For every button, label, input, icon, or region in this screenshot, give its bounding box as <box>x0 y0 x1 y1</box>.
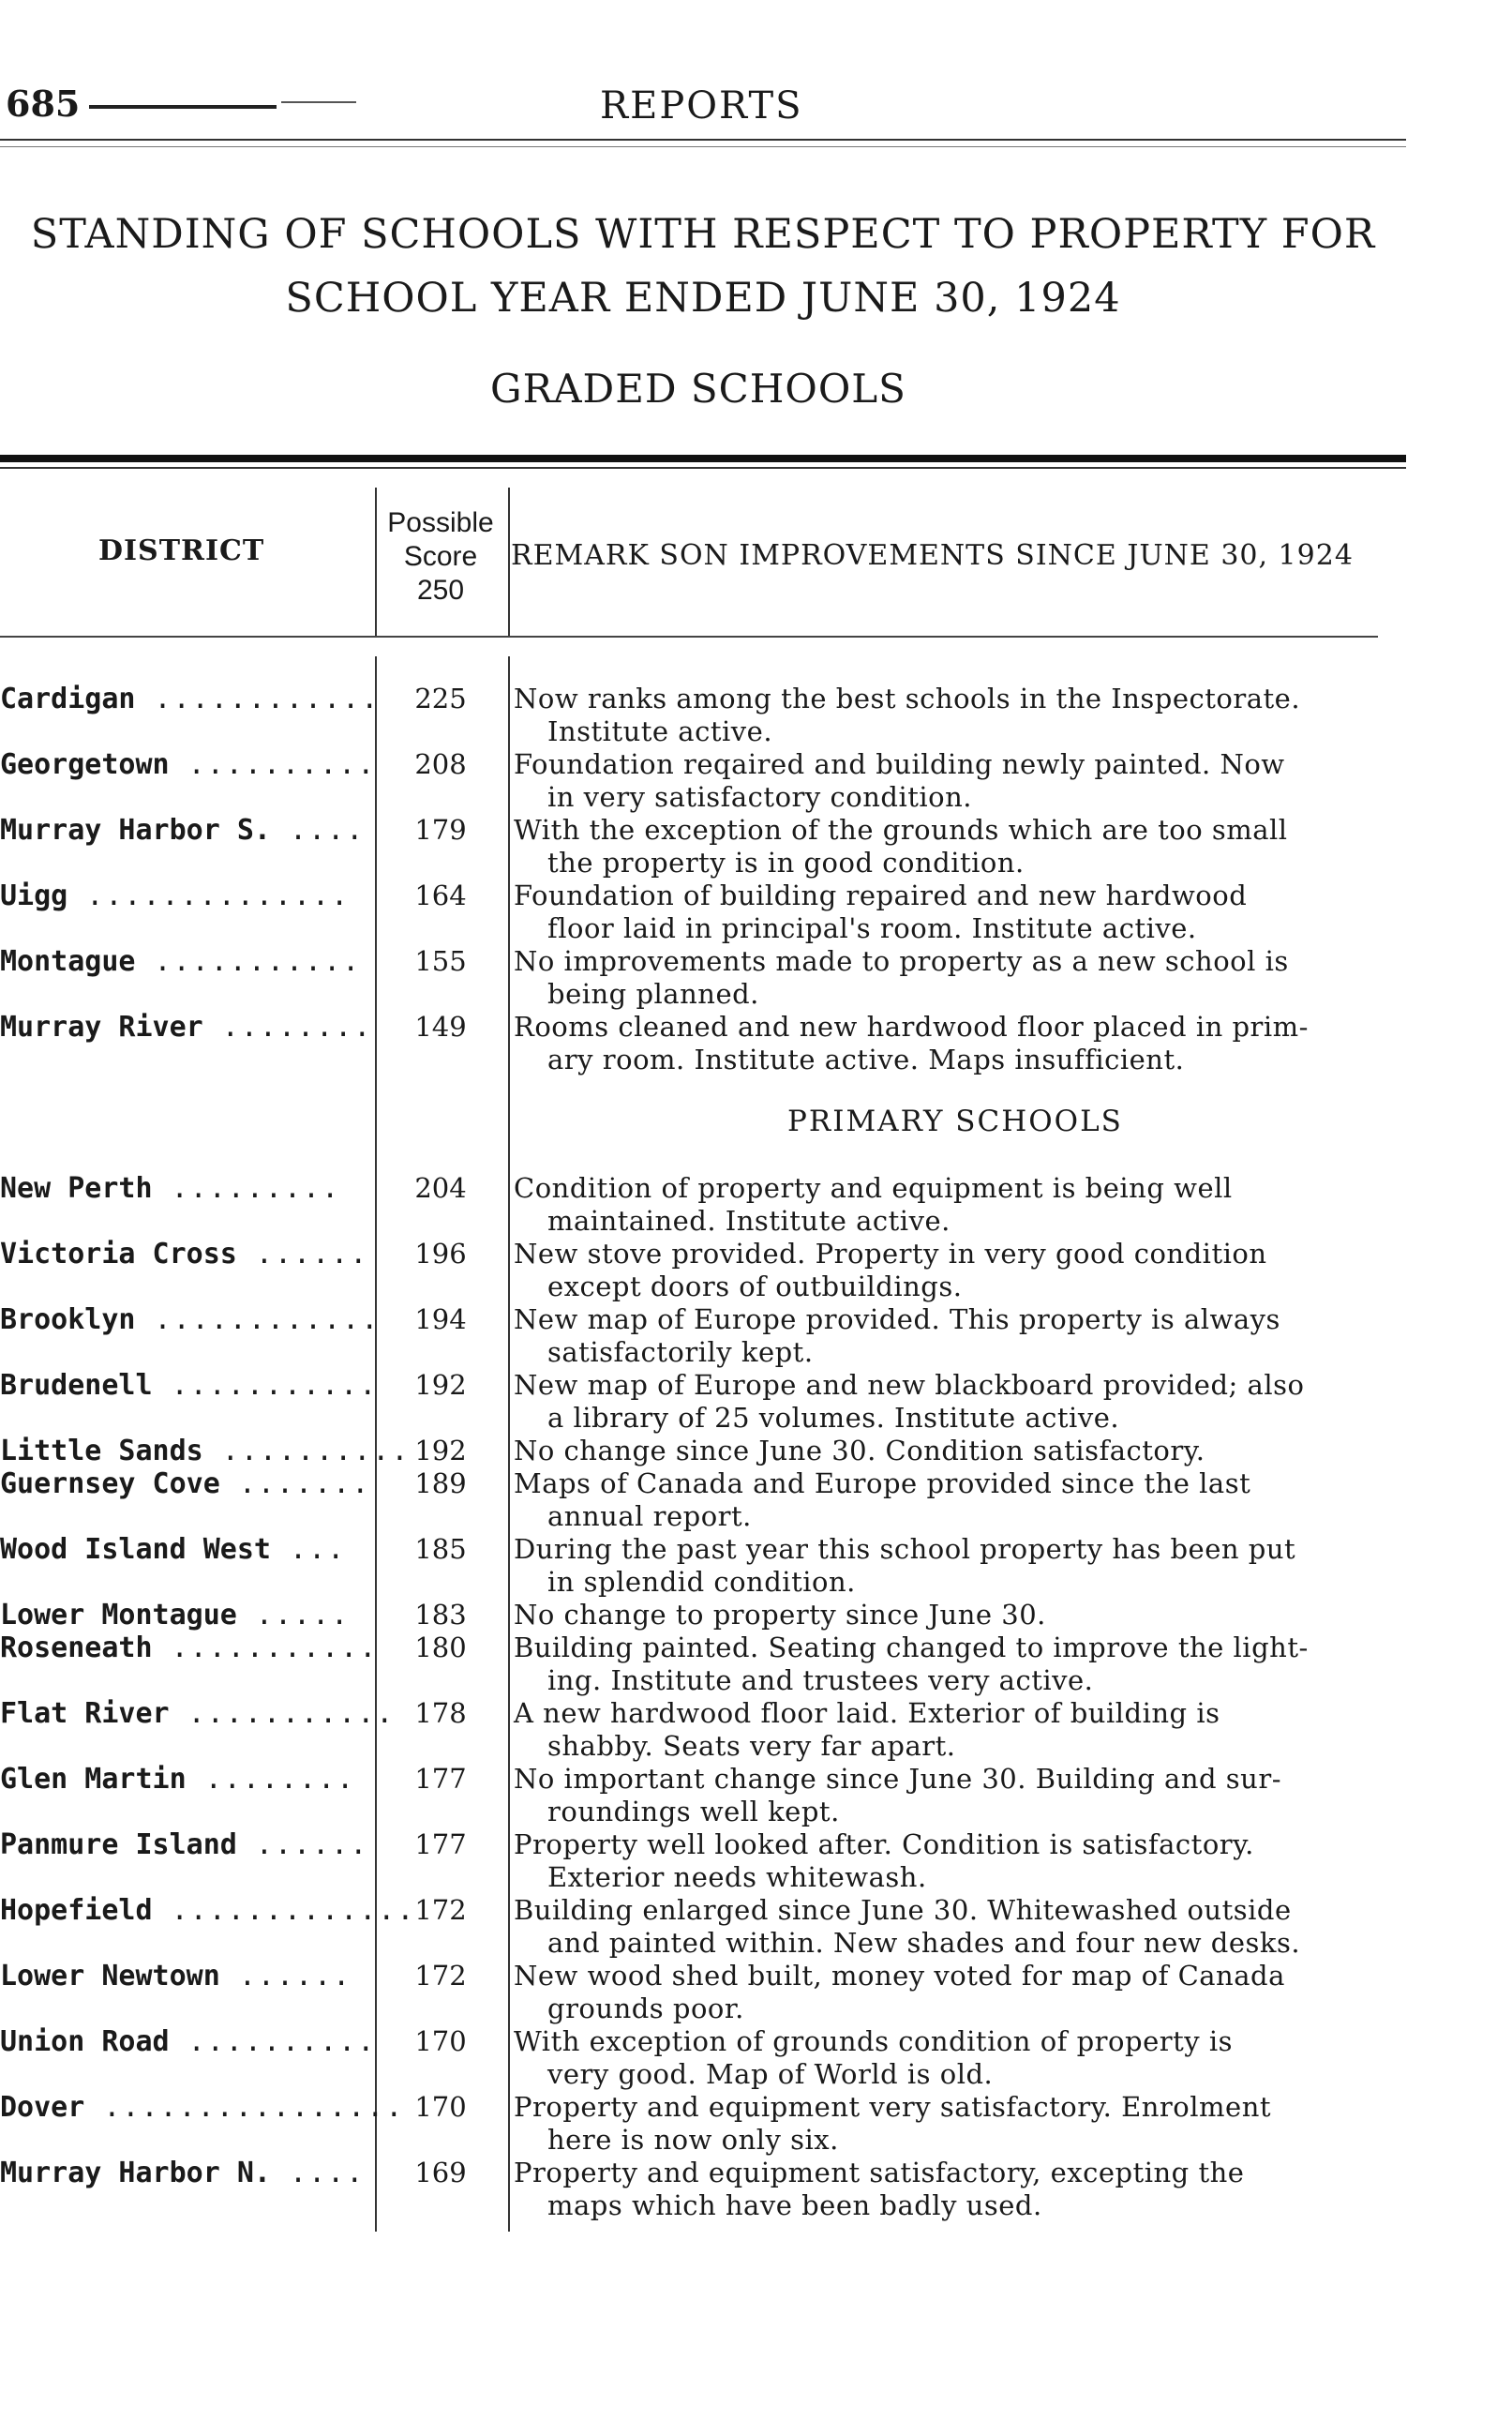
remark-text: Foundation reqaired and building newly painted. Now in very satisfactory condition. <box>514 748 1285 813</box>
header-ornament <box>89 105 277 109</box>
remark-text: Building enlarged since June 30. Whitewashed outside and painted within. New shades and four new desks. <box>514 1894 1301 1959</box>
column-header-possible-line: Possible <box>387 507 494 538</box>
district-name: Roseneath ........... <box>0 1632 379 1664</box>
score-value: 179 <box>414 814 467 846</box>
score-value: 194 <box>414 1303 467 1335</box>
remark-text: No important change since June 30. Building and sur- roundings well kept. <box>514 1763 1281 1827</box>
column-divider <box>375 488 377 638</box>
remark-text: New wood shed built, money voted for map of Canada grounds poor. <box>514 1960 1285 2024</box>
district-name: Uigg .............. <box>0 880 351 912</box>
district-name: New Perth ......... <box>0 1172 341 1205</box>
remark-text: During the past year this school property has been put in splendid condition. <box>514 1533 1296 1598</box>
district-name: Montague ........... <box>0 945 362 978</box>
remark-text: New map of Europe provided. This property is always satisfactorily kept. <box>514 1303 1280 1368</box>
district-name: Murray River ........ <box>0 1011 373 1044</box>
district-name: Murray Harbor S. .... <box>0 814 366 847</box>
district-name: Lower Newtown ...... <box>0 1960 352 1992</box>
district-name: Wood Island West ... <box>0 1533 347 1566</box>
score-value: 164 <box>414 880 467 911</box>
column-divider <box>508 656 510 2232</box>
score-value: 172 <box>414 1894 467 1926</box>
report-title-line-1: STANDING OF SCHOOLS WITH RESPECT TO PROPERTY FOR <box>30 211 1376 258</box>
district-name: Flat River ........... <box>0 1697 396 1730</box>
remark-text: No change to property since June 30. <box>514 1599 1046 1631</box>
report-title-line-2: SCHOOL YEAR ENDED JUNE 30, 1924 <box>285 275 1121 322</box>
score-value: 192 <box>414 1435 467 1466</box>
remark-text: Building painted. Seating changed to improve the light- ing. Institute and trustees very active. <box>514 1632 1309 1696</box>
district-name: Panmure Island ...... <box>0 1828 369 1861</box>
remark-text: New map of Europe and new blackboard provided; also a library of 25 volumes. Institute active. <box>514 1369 1305 1434</box>
district-name: Victoria Cross ...... <box>0 1238 369 1271</box>
column-header-max-score: 250 <box>416 575 465 606</box>
score-value: 178 <box>414 1697 467 1729</box>
score-value: 196 <box>414 1238 467 1270</box>
score-value: 180 <box>414 1632 467 1663</box>
report-title <box>0 211 1406 322</box>
remark-text: No improvements made to property as a new school is being planned. <box>514 945 1289 1010</box>
district-name: Cardigan ............ <box>0 683 381 715</box>
district-name: Hopefield ............. <box>0 1894 416 1927</box>
score-value: 149 <box>414 1011 467 1043</box>
score-value: 170 <box>414 2091 467 2123</box>
district-name: Glen Martin ........ <box>0 1763 356 1796</box>
score-value: 185 <box>414 1533 467 1565</box>
page-number: 685 <box>6 83 81 125</box>
score-value: 225 <box>414 683 467 714</box>
remark-text: With the exception of the grounds which are too small the property is in good condition. <box>514 814 1288 879</box>
header-bottom-rule <box>0 636 1378 638</box>
remark-text: A new hardwood floor laid. Exterior of building is shabby. Seats very far apart. <box>514 1697 1220 1762</box>
section-heading-primary: PRIMARY SCHOOLS <box>787 1105 1123 1138</box>
district-name: Little Sands .......... <box>0 1435 411 1467</box>
score-value: 177 <box>414 1763 467 1795</box>
column-header-remarks: REMARK SON IMPROVEMENTS SINCE JUNE 30, 1924 <box>511 539 1354 572</box>
running-head: REPORTS <box>600 84 803 128</box>
remark-text: Now ranks among the best schools in the Inspectorate. Institute active. <box>514 683 1301 747</box>
page-header <box>0 75 1406 141</box>
remark-text: With exception of grounds condition of property is very good. Map of World is old. <box>514 2025 1234 2090</box>
remark-text: Property and equipment satisfactory, excepting the maps which have been badly used. <box>514 2157 1245 2221</box>
district-name: Brooklyn ............ <box>0 1303 381 1336</box>
remark-text: Rooms cleaned and new hardwood floor placed in prim- ary room. Institute active. Maps insufficient. <box>514 1011 1309 1075</box>
score-value: 204 <box>414 1172 467 1204</box>
score-value: 177 <box>414 1828 467 1860</box>
district-name: Brudenell ........... <box>0 1369 379 1402</box>
score-value: 155 <box>414 945 467 977</box>
district-name: Dover ................ <box>0 2091 405 2124</box>
score-value: 170 <box>414 2025 467 2057</box>
remark-text: Condition of property and equipment is being well maintained. Institute active. <box>514 1172 1233 1237</box>
remark-text: Property and equipment very satisfactory. Enrolment here is now only six. <box>514 2091 1272 2156</box>
score-value: 183 <box>414 1599 467 1631</box>
district-name: Union Road .......... <box>0 2025 377 2058</box>
column-header-score-line: Score <box>403 541 478 572</box>
column-header-district: DISTRICT <box>98 534 265 567</box>
table-top-rule <box>0 455 1406 462</box>
remark-text: Foundation of building repaired and new hardwood floor laid in principal's room. Institute active. <box>514 880 1248 944</box>
score-value: 189 <box>414 1467 467 1499</box>
header-rule <box>0 139 1406 141</box>
score-value: 208 <box>414 748 467 780</box>
header-rule <box>0 146 1406 147</box>
header-ornament <box>281 101 356 103</box>
column-header-possible-score <box>375 506 506 608</box>
remark-text: No change since June 30. Condition satisfactory. <box>514 1435 1205 1466</box>
district-name: Murray Harbor N. .... <box>0 2157 366 2189</box>
district-name: Lower Montague ..... <box>0 1599 351 1632</box>
district-name: Georgetown .......... <box>0 748 377 781</box>
district-name: Guernsey Cove ....... <box>0 1467 371 1500</box>
score-value: 192 <box>414 1369 467 1401</box>
score-value: 169 <box>414 2157 467 2188</box>
section-heading-graded: GRADED SCHOOLS <box>490 366 906 412</box>
remark-text: Property well looked after. Condition is satisfactory. Exterior needs whitewash. <box>514 1828 1254 1893</box>
table-top-rule <box>0 467 1406 469</box>
score-value: 172 <box>414 1960 467 1992</box>
remark-text: New stove provided. Property in very good condition except doors of outbuildings. <box>514 1238 1267 1302</box>
column-divider <box>508 488 510 638</box>
remark-text: Maps of Canada and Europe provided since the last annual report. <box>514 1467 1251 1532</box>
